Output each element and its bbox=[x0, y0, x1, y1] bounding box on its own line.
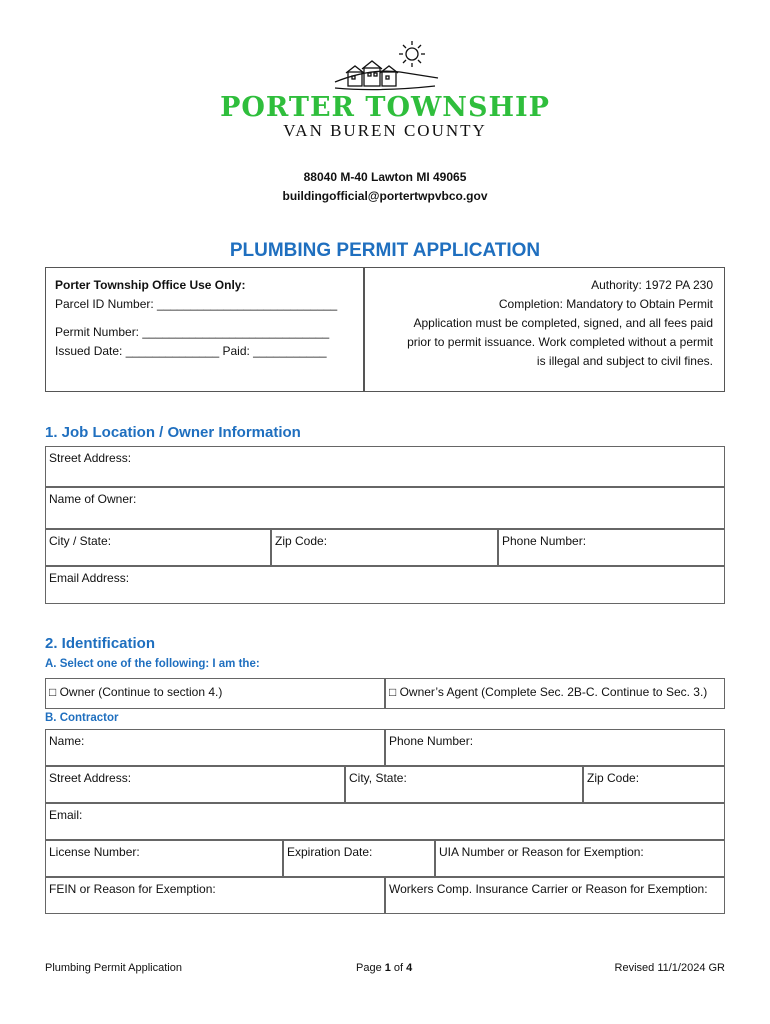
subsection-a-title: A. Select one of the following: I am the: bbox=[45, 658, 260, 670]
expiration-date-field[interactable] bbox=[283, 840, 435, 877]
footer-revision: Revised 11/1/2024 GR bbox=[614, 962, 725, 974]
subsection-b-title: B. Contractor bbox=[45, 712, 119, 724]
uia-number-field[interactable] bbox=[435, 840, 725, 877]
instructions-line: prior to permit issuance. Work completed without a permit bbox=[407, 335, 713, 349]
checkbox-label: □ Owner (Continue to section 4.) bbox=[49, 685, 223, 699]
footer-document-name: Plumbing Permit Application bbox=[45, 962, 182, 974]
office-email: buildingofficial@portertwpvbco.gov bbox=[282, 189, 488, 203]
contractor-email-field[interactable] bbox=[45, 803, 725, 840]
owner-email-field[interactable] bbox=[45, 566, 725, 604]
field-label: Zip Code: bbox=[275, 534, 328, 548]
fein-field[interactable] bbox=[45, 877, 385, 914]
owner-checkbox[interactable] bbox=[45, 678, 385, 709]
section-1-title: 1. Job Location / Owner Information bbox=[45, 424, 301, 441]
field-label: Name: bbox=[49, 734, 85, 748]
field-label: Email: bbox=[49, 808, 83, 822]
current-page: 1 bbox=[384, 962, 391, 974]
checkbox-label: □ Owner’s Agent (Complete Sec. 2B-C. Continue to Sec. 3.) bbox=[389, 685, 708, 699]
houses-sun-icon bbox=[330, 38, 440, 96]
page-prefix: Page bbox=[356, 962, 385, 974]
owners-agent-checkbox[interactable] bbox=[385, 678, 725, 709]
field-label: Phone Number: bbox=[389, 734, 474, 748]
instructions-line: Application must be completed, signed, and all fees paid bbox=[413, 316, 713, 330]
contractor-street-field[interactable] bbox=[45, 766, 345, 803]
office-address: 88040 M-40 Lawton MI 49065 bbox=[303, 170, 467, 184]
field-label: City, State: bbox=[349, 771, 407, 785]
contractor-phone-field[interactable] bbox=[385, 729, 725, 766]
field-label: Workers Comp. Insurance Carrier or Reason for Exemption: bbox=[389, 882, 708, 896]
office-use-box bbox=[45, 267, 364, 392]
issued-date-field[interactable]: Issued Date: ______________ Paid: ___________ bbox=[55, 344, 327, 358]
footer-page-number bbox=[356, 962, 412, 974]
owner-phone-field[interactable] bbox=[498, 529, 725, 566]
contractor-name-field[interactable] bbox=[45, 729, 385, 766]
field-label: UIA Number or Reason for Exemption: bbox=[439, 845, 644, 859]
job-zip-field[interactable] bbox=[271, 529, 498, 566]
contractor-zip-field[interactable] bbox=[583, 766, 725, 803]
workers-comp-field[interactable] bbox=[385, 877, 725, 914]
parcel-id-field[interactable]: Parcel ID Number: ___________________________ bbox=[55, 297, 338, 311]
contractor-city-state-field[interactable] bbox=[345, 766, 583, 803]
permit-number-field[interactable]: Permit Number: ____________________________ bbox=[55, 325, 330, 339]
field-label: Street Address: bbox=[49, 451, 132, 465]
field-label: License Number: bbox=[49, 845, 140, 859]
instructions-line: is illegal and subject to civil fines. bbox=[536, 354, 713, 368]
page-of: of bbox=[390, 962, 407, 974]
license-number-field[interactable] bbox=[45, 840, 283, 877]
field-label: Name of Owner: bbox=[49, 492, 137, 506]
field-label: Phone Number: bbox=[502, 534, 587, 548]
total-pages: 4 bbox=[406, 962, 413, 974]
completion-line: Completion: Mandatory to Obtain Permit bbox=[498, 297, 713, 311]
office-use-heading: Porter Township Office Use Only: bbox=[55, 278, 246, 292]
field-label: FEIN or Reason for Exemption: bbox=[49, 882, 216, 896]
page-title: PLUMBING PERMIT APPLICATION bbox=[229, 240, 541, 261]
authority-line: Authority: 1972 PA 230 bbox=[591, 278, 713, 292]
county-name: VAN BUREN COUNTY bbox=[283, 121, 487, 140]
section-2-title: 2. Identification bbox=[45, 635, 156, 652]
field-label: Street Address: bbox=[49, 771, 132, 785]
field-label: City / State: bbox=[49, 534, 112, 548]
owner-name-field[interactable] bbox=[45, 487, 725, 529]
field-label: Email Address: bbox=[49, 571, 130, 585]
job-city-state-field[interactable] bbox=[45, 529, 271, 566]
field-label: Expiration Date: bbox=[287, 845, 373, 859]
job-street-address-field[interactable] bbox=[45, 446, 725, 487]
township-logo bbox=[330, 38, 440, 96]
org-name: PORTER TOWNSHIP bbox=[220, 92, 550, 123]
field-label: Zip Code: bbox=[587, 771, 640, 785]
authority-box bbox=[364, 267, 725, 392]
